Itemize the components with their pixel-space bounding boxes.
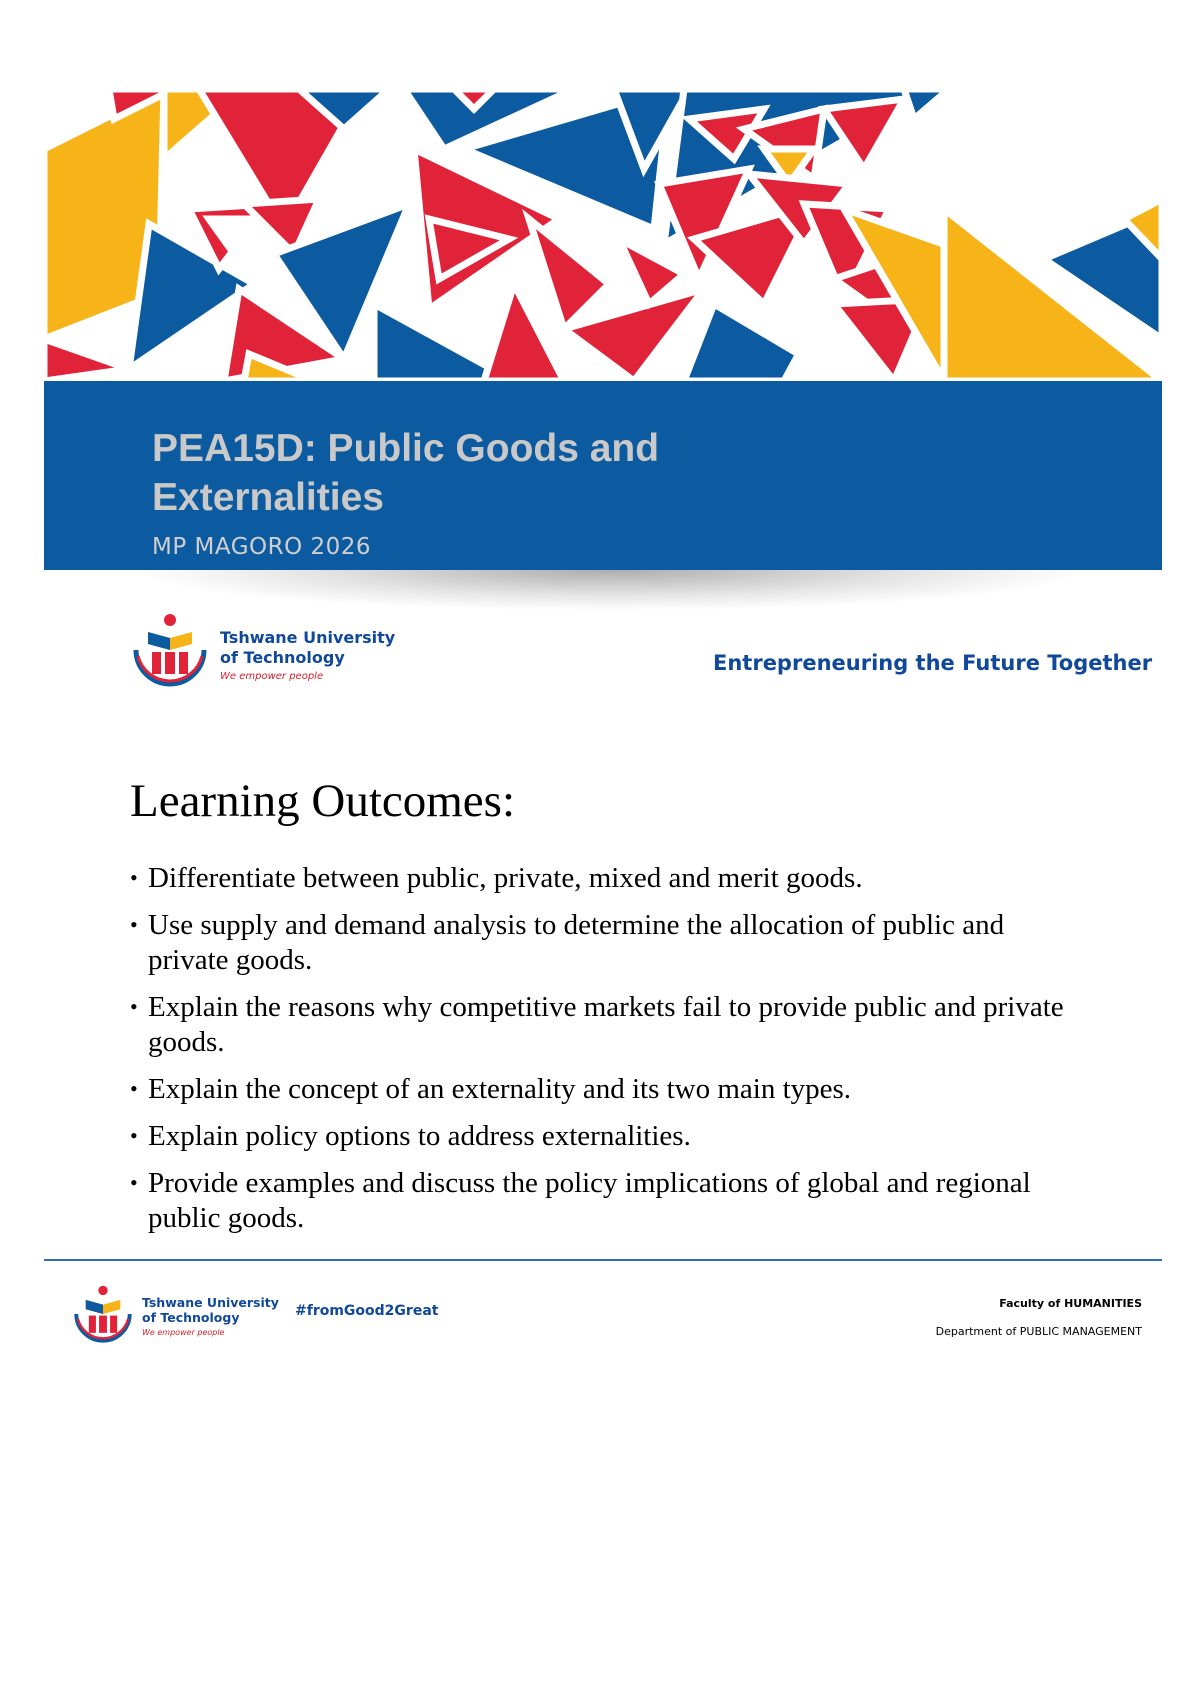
hashtag: #fromGood2Great (295, 1303, 439, 1319)
slogan: Entrepreneuring the Future Together (713, 651, 1153, 675)
bullet-icon: • (130, 865, 138, 890)
outcome-item: • Differentiate between public, private, mixed and merit goods. (130, 862, 863, 894)
logo-name-line-2: of Technology (220, 648, 345, 667)
outcome-item: • Use supply and demand analysis to determine the allocation of public and private goods. (130, 909, 1005, 976)
deck-title-line-2: Externalities (152, 476, 384, 519)
logo-name-line-1: Tshwane University (220, 628, 396, 647)
outcome-item: • Explain policy options to address externalities. (130, 1120, 691, 1152)
logo-tagline: We empower people (142, 1328, 225, 1337)
outcome-item: • Explain the concept of an externality and its two main types. (130, 1073, 852, 1105)
faculty-label: Faculty of HUMANITIES (999, 1297, 1142, 1310)
logo-name-line-2: of Technology (142, 1310, 240, 1325)
tut-crest-icon (128, 608, 212, 692)
bullet-icon: • (130, 994, 138, 1019)
tut-crest-icon (70, 1281, 136, 1347)
bullet-icon: • (130, 1170, 138, 1195)
footer-divider (44, 1259, 1162, 1261)
deck-title-line-1: PEA15D: Public Goods and (152, 427, 660, 470)
bullet-icon: • (130, 912, 138, 937)
learning-outcomes-list (130, 860, 1090, 1247)
department-label: Department of PUBLIC MANAGEMENT (935, 1325, 1142, 1338)
band-shadow (140, 570, 1080, 610)
tut-logo-footer (70, 1281, 280, 1347)
outcome-item: • Explain the reasons why competitive markets fail to provide public and private goods. (130, 991, 1064, 1058)
author-line: MP MAGORO 2026 (152, 534, 372, 560)
learning-outcomes-heading: Learning Outcomes: (130, 775, 516, 827)
bullet-icon: • (130, 1123, 138, 1148)
logo-name-line-1: Tshwane University (142, 1295, 279, 1310)
triangle-pattern-banner (44, 89, 1162, 381)
logo-tagline: We empower people (220, 671, 324, 682)
tut-logo (128, 608, 396, 692)
outcome-item: • Provide examples and discuss the policy implications of global and regional public goods. (130, 1167, 1031, 1234)
deck-title (152, 424, 659, 522)
bullet-icon: • (130, 1076, 138, 1101)
